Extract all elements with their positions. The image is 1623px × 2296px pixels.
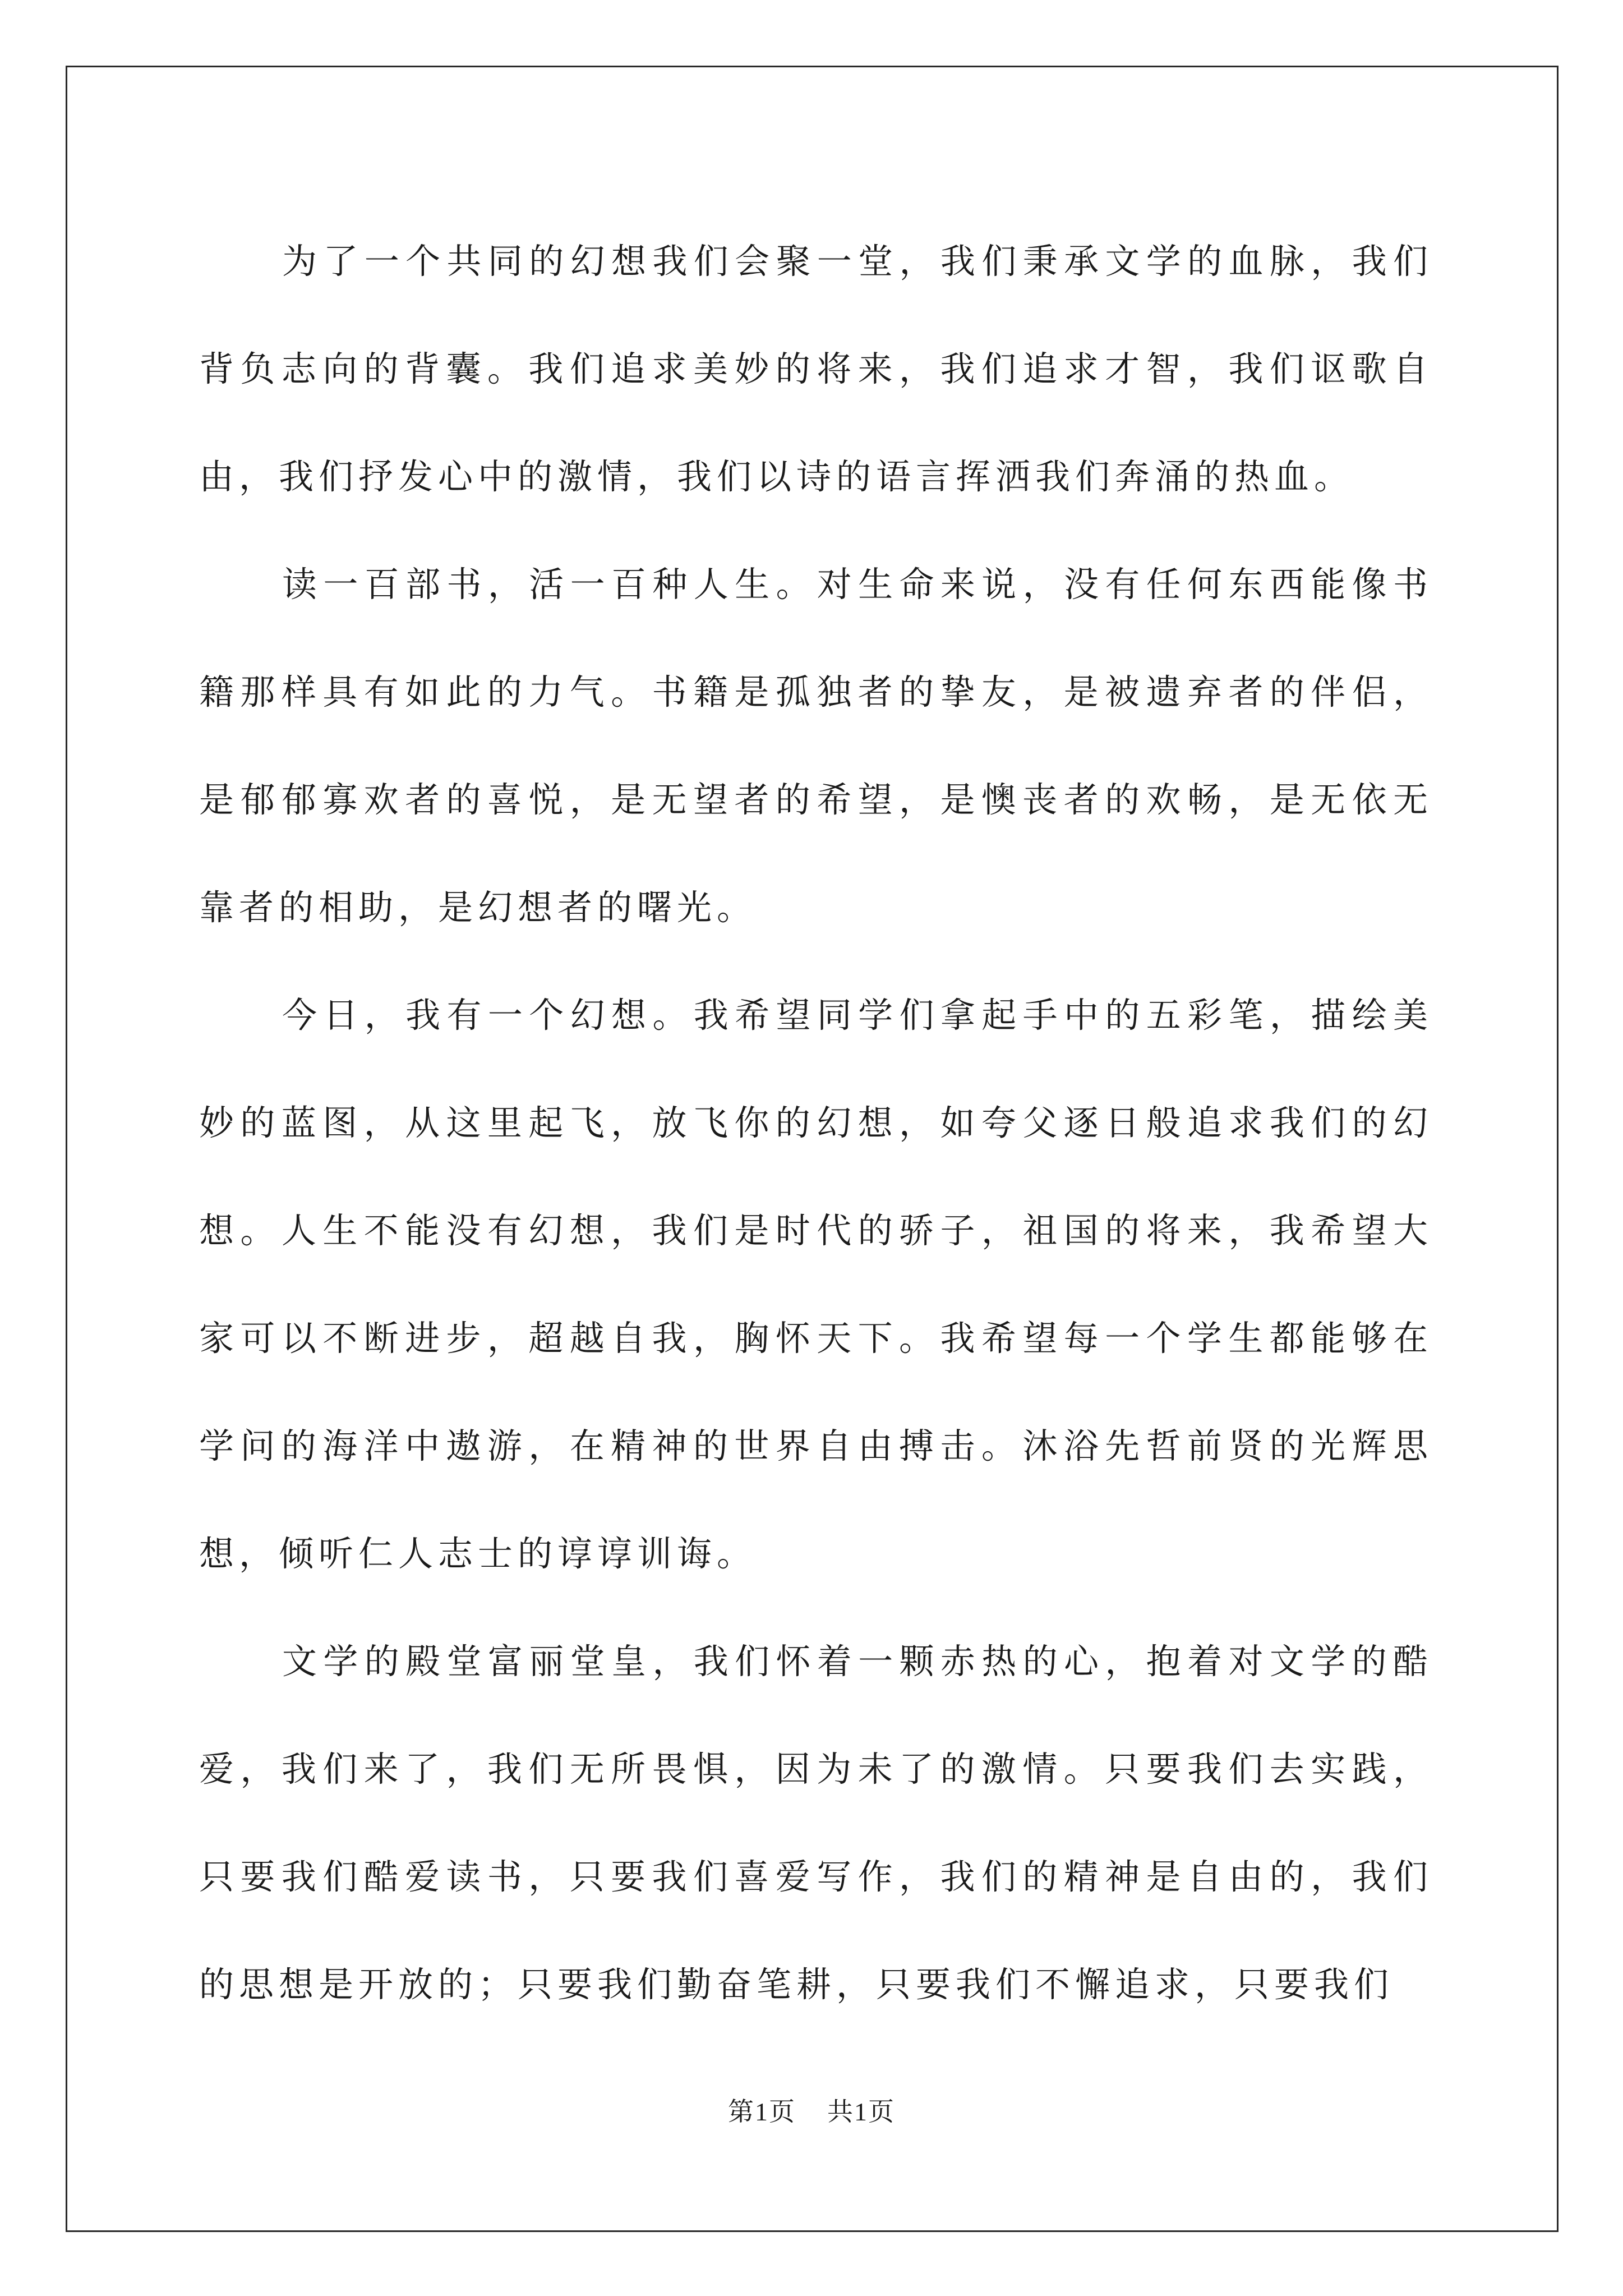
- paragraph-3: 今日，我有一个幻想。我希望同学们拿起手中的五彩笔，描绘美妙的蓝图，从这里起飞，放飞你的幻想，如夸父逐日般追求我们的幻想。人生不能没有幻想，我们是时代的骄子，祖国的将来，我希望大家可以不断进步，超越自我，胸怀天下。我希望每一个学生都能够在学问的海洋中遨游，在精神的世界自由搏击。沐浴先哲前贤的光辉思想，倾听仁人志士的谆谆训诲。: [199, 995, 1433, 1574]
- document-body: [199, 208, 1433, 2039]
- paragraph-2: 读一百部书，活一百种人生。对生命来说，没有任何东西能像书籍那样具有如此的力气。书籍是孤独者的挚友，是被遗弃者的伴侣，是郁郁寡欢者的喜悦，是无望者的希望，是懊丧者的欢畅，是无依无靠者的相助，是幻想者的曙光。: [199, 564, 1433, 928]
- page-total: 共1页: [827, 2097, 895, 2126]
- paragraph-4: 文学的殿堂富丽堂皇，我们怀着一颗赤热的心，抱着对文学的酷爱，我们来了，我们无所畏惧，因为未了的激情。只要我们去实践，只要我们酷爱读书，只要我们喜爱写作，我们的精神是自由的，我们的思想是开放的；只要我们勤奋笔耕，只要我们不懈追求，只要我们: [199, 1641, 1433, 2005]
- paragraph-1: 为了一个共同的幻想我们会聚一堂，我们秉承文学的血脉，我们背负志向的背囊。我们追求美妙的将来，我们追求才智，我们讴歌自由，我们抒发心中的激情，我们以诗的语言挥洒我们奔涌的热血。: [199, 241, 1433, 497]
- page-number: 第1页: [728, 2097, 796, 2126]
- page-footer: [0, 2091, 1623, 2128]
